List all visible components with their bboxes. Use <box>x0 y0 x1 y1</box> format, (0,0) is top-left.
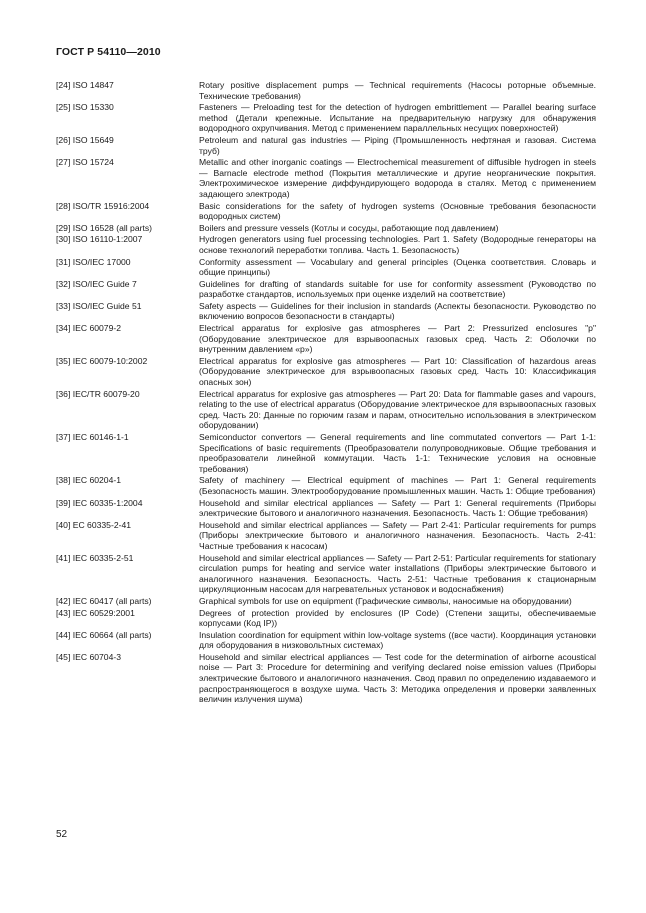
reference-title: Household and similar electrical appliances — Safety — Part 2-51: Particular requirements for stationary circulation pumps for heating and service water installations (Приборы электрические бытового и аналогичного назначения. Безопасность. Часть 2-51: Частные требования к стационарным циркуляционным насосам для нагревательных установок и водоснабжения) <box>199 552 596 595</box>
reference-title: Fasteners — Preloading test for the detection of hydrogen embrittlement — Parallel bearing surface method (Детали крепежные. Испытание на предварительную нагрузку для обнаружения водородного охрупчивания. Метод с применением параллельных несущих поверхностей) <box>199 102 596 134</box>
reference-title: Degrees of protection provided by enclosures (IP Code) (Степени защиты, обеспечиваемые корпусами (Код IP)) <box>199 607 596 629</box>
reference-code: ISO/IEC Guide 51 <box>72 300 142 311</box>
reference-row <box>56 388 596 431</box>
reference-row <box>56 431 596 474</box>
reference-number: [26] <box>56 134 71 145</box>
reference-id <box>56 497 199 519</box>
reference-title: Household and similar electrical appliances — Test code for the determination of airborne acoustical noise — Part 3: Procedure for determining and verifying declared noise emission values (Приборы электрические бытового и аналогичного назначения. Свод правил по определению издаваемого и распространяющегося в воздухе шума. Часть 3: Методика определения и проверки заявленных величин излучения шума) <box>199 651 596 705</box>
reference-code: IEC 60335-1:2004 <box>72 497 143 508</box>
reference-id <box>56 607 199 629</box>
reference-id <box>56 474 199 496</box>
reference-code: IEC 60664 (all parts) <box>72 629 152 640</box>
reference-row <box>56 322 596 355</box>
reference-number: [31] <box>56 256 71 267</box>
reference-code: IEC 60335-2-51 <box>72 552 134 563</box>
reference-code: ISO 16110-1:2007 <box>72 234 143 245</box>
reference-row <box>56 552 596 595</box>
reference-number: [27] <box>56 157 71 168</box>
page-header: ГОСТ Р 54110—2010 <box>56 46 161 58</box>
reference-title: Boilers and pressure vessels (Котлы и сосуды, работающие под давлением) <box>199 222 499 233</box>
reference-code: IEC 60079-2 <box>72 323 121 334</box>
reference-title: Insulation coordination for equipment within low-voltage systems ((все части). Координация установки для оборудования в низковольтных системах) <box>199 629 596 651</box>
reference-list <box>56 80 596 705</box>
reference-code: IEC 60529:2001 <box>72 607 135 618</box>
reference-number: [36] <box>56 388 71 399</box>
reference-number: [45] <box>56 651 71 662</box>
reference-code: IEC/TR 60079-20 <box>72 388 140 399</box>
reference-code: ISO 15724 <box>72 157 114 168</box>
reference-id <box>56 552 199 595</box>
reference-number: [25] <box>56 102 71 113</box>
reference-code: IEC 60417 (all parts) <box>72 595 152 606</box>
reference-number: [29] <box>56 222 71 233</box>
reference-number: [32] <box>56 278 71 289</box>
reference-title: Safety of machinery — Electrical equipment of machines — Part 1: General requirements (Безопасность машин. Электрооборудование промышленных машин. Часть 1: Общие требования) <box>199 475 596 496</box>
reference-number: [39] <box>56 497 71 508</box>
reference-title: Conformity assessment — Vocabulary and general principles (Оценка соответствия. Словарь и общие принципы) <box>199 256 596 278</box>
reference-row <box>56 134 596 156</box>
reference-id <box>56 355 199 388</box>
reference-id <box>56 156 199 199</box>
reference-number: [28] <box>56 200 71 211</box>
reference-number: [24] <box>56 80 71 90</box>
reference-row <box>56 651 596 705</box>
reference-row <box>56 80 596 101</box>
reference-id <box>56 322 199 355</box>
reference-row <box>56 607 596 629</box>
reference-number: [30] <box>56 234 71 245</box>
reference-id <box>56 134 199 156</box>
reference-title: Petroleum and natural gas industries — Piping (Промышленность нефтяная и газовая. Система труб) <box>199 134 596 156</box>
reference-number: [37] <box>56 432 71 442</box>
reference-code: ISO/IEC 17000 <box>72 256 131 267</box>
reference-id <box>56 519 199 552</box>
reference-title: Guidelines for drafting of standards suitable for use for conformity assessment (Руководство по разработке стандартов, используемых при оценке изделий на соответствие) <box>199 278 596 300</box>
reference-row <box>56 256 596 278</box>
reference-id <box>56 431 199 474</box>
reference-row <box>56 300 596 322</box>
reference-row <box>56 595 596 607</box>
reference-row <box>56 629 596 651</box>
reference-id <box>56 256 199 278</box>
reference-number: [41] <box>56 552 71 563</box>
reference-id <box>56 101 199 134</box>
reference-code: IEC 60079-10:2002 <box>72 355 148 366</box>
reference-number: [42] <box>56 595 71 606</box>
reference-row <box>56 233 596 255</box>
reference-number: [43] <box>56 607 71 618</box>
reference-number: [38] <box>56 475 71 486</box>
reference-id <box>56 300 199 322</box>
reference-id <box>56 629 199 651</box>
reference-row <box>56 200 596 222</box>
reference-row <box>56 156 596 199</box>
reference-row <box>56 519 596 552</box>
reference-title: Electrical apparatus for explosive gas atmospheres — Part 2: Pressurized enclosures "p" (Оборудование электрическое для взрывоопасных газовых сред. Часть 2: Оболочки по внутренним давлением «р») <box>199 323 596 355</box>
reference-title: Graphical symbols for use on equipment (Графические символы, наносимые на оборудовании) <box>199 595 572 606</box>
reference-code: ISO 16528 (all parts) <box>72 222 153 233</box>
reference-id <box>56 651 199 705</box>
reference-row <box>56 355 596 388</box>
reference-id <box>56 278 199 300</box>
reference-number: [33] <box>56 300 71 311</box>
reference-row <box>56 278 596 300</box>
reference-row <box>56 101 596 134</box>
reference-number: [34] <box>56 323 71 334</box>
reference-code: IEC 60146-1-1 <box>72 432 129 442</box>
reference-code: IEC 60704-3 <box>72 651 121 662</box>
reference-code: ISO 14847 <box>72 80 114 90</box>
reference-title: Basic considerations for the safety of hydrogen systems (Основные требования безопасности водородных систем) <box>199 200 596 222</box>
reference-code: ISO/TR 15916:2004 <box>72 200 150 211</box>
reference-id <box>56 233 199 255</box>
reference-number: [35] <box>56 355 71 366</box>
reference-code: ISO 15330 <box>72 102 114 113</box>
reference-code: EC 60335-2-41 <box>72 519 132 530</box>
page-number: 52 <box>56 829 68 840</box>
reference-row <box>56 222 596 234</box>
reference-title: Household and similar electrical appliances — Safety — Part 1: General requirements (Приборы электрические бытового и аналогичного назначения. Безопасность. Часть 1: Общие требования) <box>199 497 596 519</box>
reference-row <box>56 497 596 519</box>
reference-title: Electrical apparatus for explosive gas atmospheres — Part 10: Classification of hazardous areas (Оборудование электрическое для взрывоопасных газовых сред. Часть 10: Классификация опасных зон) <box>199 355 596 388</box>
reference-id <box>56 200 199 222</box>
reference-title: Household and similar electrical appliances — Safety — Part 2-41: Particular requirements for pumps (Приборы электрические бытового и аналогичного назначения. Безопасность. Часть 2-41: Частные требования к насосам) <box>199 519 596 551</box>
reference-title: Rotary positive displacement pumps — Technical requirements (Насосы роторные объемные. Технические требования) <box>199 80 596 101</box>
reference-id <box>56 222 199 234</box>
reference-number: [40] <box>56 519 71 530</box>
reference-id <box>56 388 199 431</box>
reference-id <box>56 595 199 607</box>
reference-row <box>56 474 596 496</box>
reference-code: ISO 15649 <box>72 134 114 145</box>
reference-number: [44] <box>56 629 71 640</box>
reference-title: Hydrogen generators using fuel processing technologies. Part 1. Safety (Водородные генераторы на основе технологий переработки топлива. Часть 1. Безопасность) <box>199 234 596 255</box>
reference-title: Electrical apparatus for explosive gas atmospheres — Part 20: Data for flammable gases and vapours, relating to the use of electrical apparatus (Оборудование электрическое для взрывоопасных газовых сред. Часть 20: Данные по горючим газам и парам, относительно использования в электрическом оборудовании) <box>199 388 596 431</box>
reference-code: IEC 60204-1 <box>72 475 121 486</box>
reference-code: ISO/IEC Guide 7 <box>72 278 137 289</box>
reference-title: Metallic and other inorganic coatings — Electrochemical measurement of diffusible hydrogen in steels — Barnacle electrode method (Покрытия металлические и другие неорганические покрытия. Электрохимическое измерение диффундирующего водорода в сталях. Метод с применением задающего электрода) <box>199 157 596 199</box>
reference-id <box>56 80 199 101</box>
reference-title: Safety aspects — Guidelines for their inclusion in standards (Аспекты безопасности. Руководство по включению вопросов безопасности в стандарты) <box>199 300 596 322</box>
reference-title: Semiconductor convertors — General requirements and line commutated convertors — Part 1-1: Specifications of basic requirements (Преобразователи полупроводниковые. Общие требования и преобразователи линейной коммутации. Часть 1-1: Технические условия на основные требования) <box>199 432 596 474</box>
